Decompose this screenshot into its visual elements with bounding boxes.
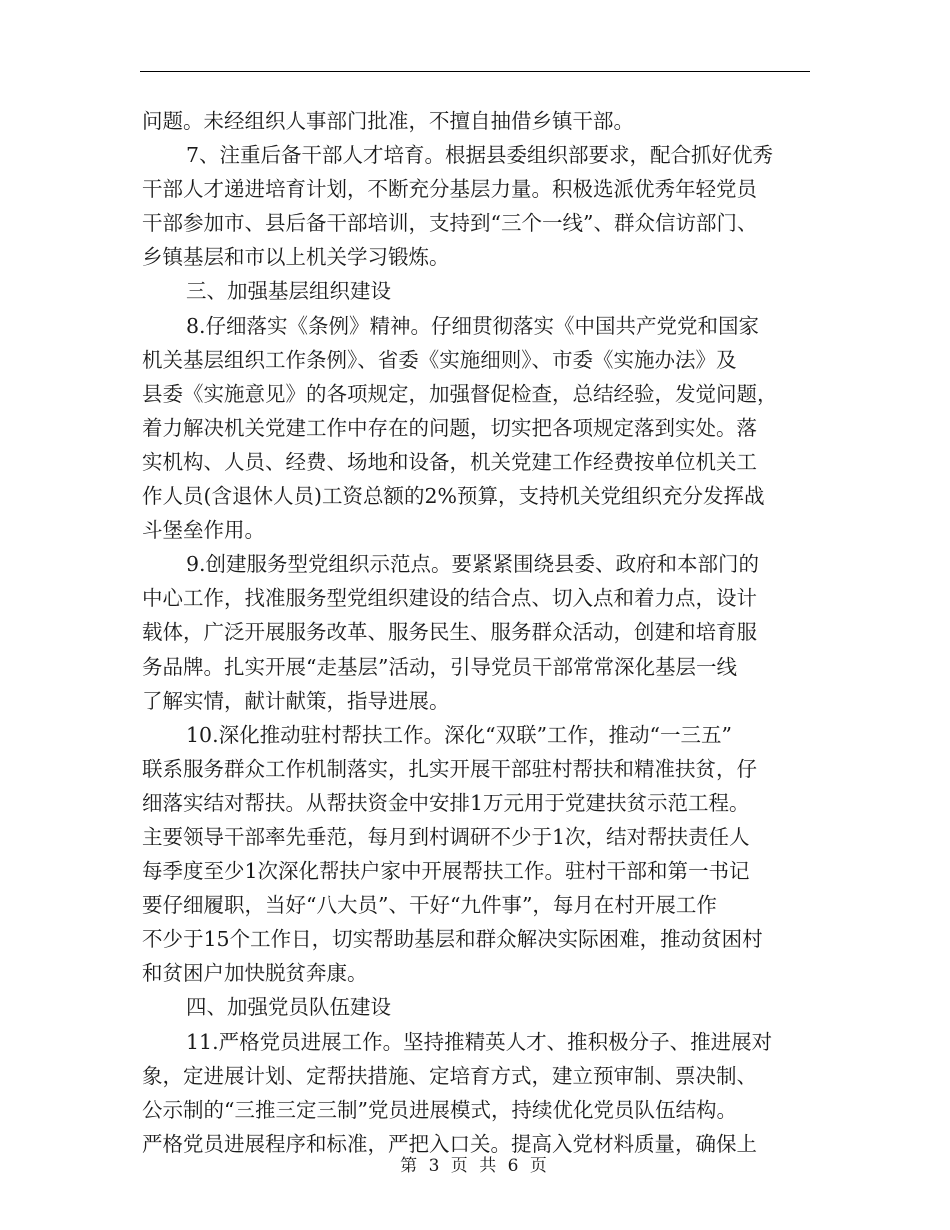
page-number-footer: 第 3 页 共 6 页 <box>400 1156 550 1176</box>
text-line: 着力解决机关党建工作中存在的问题，切实把各项规定落到实处。落 <box>142 415 757 440</box>
text-line: 乡镇基层和市以上机关学习锻炼。 <box>142 245 450 270</box>
text-line: 细落实结对帮扶。从帮扶资金中安排1万元用于党建扶贫示范工程。 <box>142 790 750 815</box>
text-line: 7、注重后备干部人才培育。根据县委组织部要求，配合抓好优秀 <box>186 143 774 168</box>
text-line: 三、加强基层组织建设 <box>186 279 391 304</box>
text-line: 四、加强党员队伍建设 <box>186 995 391 1020</box>
text-line: 载体，广泛开展服务改革、服务民生、服务群众活动，创建和培育服 <box>142 620 757 645</box>
text-line: 干部参加市、县后备干部培训，支持到“三个一线”、群众信访部门、 <box>142 211 758 236</box>
header-rule <box>140 71 810 72</box>
text-line: 9.创建服务型党组织示范点。要紧紧围绕县委、政府和本部门的 <box>186 552 760 577</box>
text-line: 实机构、人员、经费、场地和设备，机关党建工作经费按单位机关工 <box>142 449 757 474</box>
text-line: 不少于15个工作日，切实帮助基层和群众解决实际困难，推动贫困村 <box>142 927 763 952</box>
text-line: 严格党员进展程序和标准，严把入口关。提高入党材料质量，确保上 <box>142 1131 757 1156</box>
text-line: 公示制的“三推三定三制”党员进展模式，持续优化党员队伍结构。 <box>142 1097 737 1122</box>
text-line: 主要领导干部率先垂范，每月到村调研不少于1次，结对帮扶责任人 <box>142 824 750 849</box>
text-line: 10.深化推动驻村帮扶工作。深化“双联”工作，推动“一三五” <box>186 722 733 747</box>
text-line: 11.严格党员进展工作。坚持推精英人才、推积极分子、推进展对 <box>186 1029 773 1054</box>
text-line: 机关基层组织工作条例》、省委《实施细则》、市委《实施办法》及 <box>142 347 737 372</box>
text-line: 每季度至少1次深化帮扶户家中开展帮扶工作。驻村干部和第一书记 <box>142 859 750 884</box>
text-line: 问题。未经组织人事部门批准，不擅自抽借乡镇干部。 <box>142 109 634 133</box>
text-line: 斗堡垒作用。 <box>142 518 265 543</box>
text-line: 8.仔细落实《条例》精神。仔细贯彻落实《中国共产党党和国家 <box>186 313 760 338</box>
text-line: 和贫困户加快脱贫奔康。 <box>142 961 368 986</box>
text-line: 县委《实施意见》的各项规定，加强督促检查，总结经验，发觉问题， <box>142 381 778 406</box>
text-line: 务品牌。扎实开展“走基层”活动，引导党员干部常常深化基层一线 <box>142 654 737 679</box>
document-body <box>142 104 812 1161</box>
text-line: 了解实情，献计献策，指导进展。 <box>142 688 450 713</box>
text-line: 干部人才递进培育计划，不断充分基层力量。积极选派优秀年轻党员 <box>142 177 757 202</box>
text-line: 中心工作，找准服务型党组织建设的结合点、切入点和着力点，设计 <box>142 586 757 611</box>
text-line: 作人员(含退休人员)工资总额的2%预算，支持机关党组织充分发挥战 <box>142 484 765 509</box>
text-line: 要仔细履职，当好“八大员”、干好“九件事”，每月在村开展工作 <box>142 893 717 918</box>
text-line: 象，定进展计划、定帮扶措施、定培育方式，建立预审制、票决制、 <box>142 1063 757 1088</box>
text-line: 联系服务群众工作机制落实，扎实开展干部驻村帮扶和精准扶贫，仔 <box>142 756 757 781</box>
